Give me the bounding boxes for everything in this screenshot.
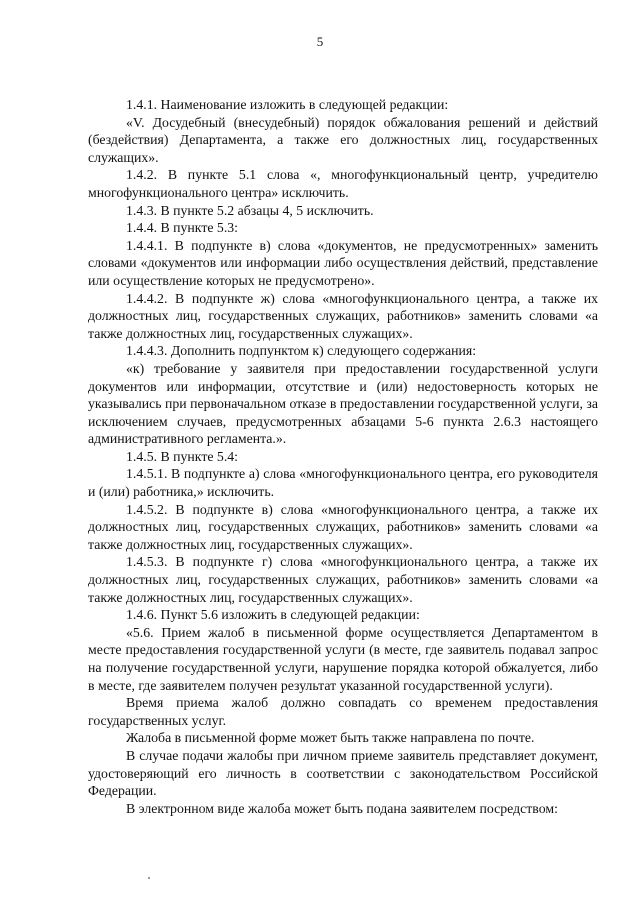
paragraph: 1.4.4.3. Дополнить подпунктом к) следующего содержания: bbox=[126, 343, 477, 359]
paragraph: Время приема жалоб должно совпадать со временем предоставления государственных услуг. bbox=[88, 695, 598, 728]
document-body bbox=[88, 96, 598, 817]
paragraph: В электронном виде жалоба может быть подана заявителем посредством: bbox=[126, 800, 558, 816]
paragraph: «к) требование у заявителя при предоставлении государственной услуги документов или информации, отсутствие и (или) недостоверность которых не указывались при первоначальном отказе в предоставлении государственной услуги, за исключением случаев, предусмотренных абзацами 5-6 пункта 2.6.3 настоящего административного регламента.». bbox=[88, 360, 598, 447]
page-number: 5 bbox=[316, 34, 324, 49]
paragraph: 1.4.5.1. В подпункте а) слова «многофункционального центра, его руководителя и (или) работника,» исключить. bbox=[88, 466, 598, 500]
paragraph: 1.4.4.1. В подпункте в) слова «документов, не предусмотренных» заменить словами «документов или информации либо осуществления действий, представление или осуществление которых не предусмотрено». bbox=[88, 237, 598, 288]
paragraph: 1.4.2. В пункте 5.1 слова «, многофункциональный центр, учредителю многофункционального центра» исключить. bbox=[88, 167, 598, 200]
paragraph: «5.6. Прием жалоб в письменной форме осуществляется Департаментом в месте предоставления государственной услуги (в месте, где заявитель подавал запрос на получение государственной услуги, нарушение порядка которой обжалуется, либо в месте, где заявителем получен результат указанной государственной услуги). bbox=[88, 624, 598, 693]
paragraph: 1.4.5. В пункте 5.4: bbox=[126, 448, 239, 464]
paragraph: 1.4.4. В пункте 5.3: bbox=[126, 220, 239, 236]
paragraph: 1.4.4.2. В подпункте ж) слова «многофункционального центра, а также их должностных лиц, государственных служащих, работников» заменить словами «а также должностных лиц, государственных служащих». bbox=[88, 290, 598, 341]
scan-speck bbox=[148, 877, 150, 879]
paragraph: «V. Досудебный (внесудебный) порядок обжалования решений и действий (бездействия) Департамента, а также его должностных лиц, государственных служащих». bbox=[88, 114, 598, 165]
paragraph: 1.4.1. Наименование изложить в следующей редакции: bbox=[126, 97, 449, 112]
paragraph: 1.4.5.2. В подпункте в) слова «многофункционального центра, а также их должностных лиц, государственных служащих, работников» заменить словами «а также должностных лиц, государственных служащих». bbox=[88, 501, 598, 552]
paragraph: 1.4.3. В пункте 5.2 абзацы 4, 5 исключить. bbox=[126, 202, 374, 218]
paragraph: 1.4.6. Пункт 5.6 изложить в следующей редакции: bbox=[126, 607, 420, 623]
paragraph: В случае подачи жалобы при личном приеме заявитель представляет документ, удостоверяющий его личность в соответствии с законодательством Российской Федерации. bbox=[88, 747, 598, 799]
paragraph: Жалоба в письменной форме может быть также направлена по почте. bbox=[126, 730, 535, 746]
paragraph: 1.4.5.3. В подпункте г) слова «многофункционального центра, а также их должностных лиц, государственных служащих, работников» заменить словами «а также должностных лиц, государственных служащих». bbox=[88, 554, 598, 605]
